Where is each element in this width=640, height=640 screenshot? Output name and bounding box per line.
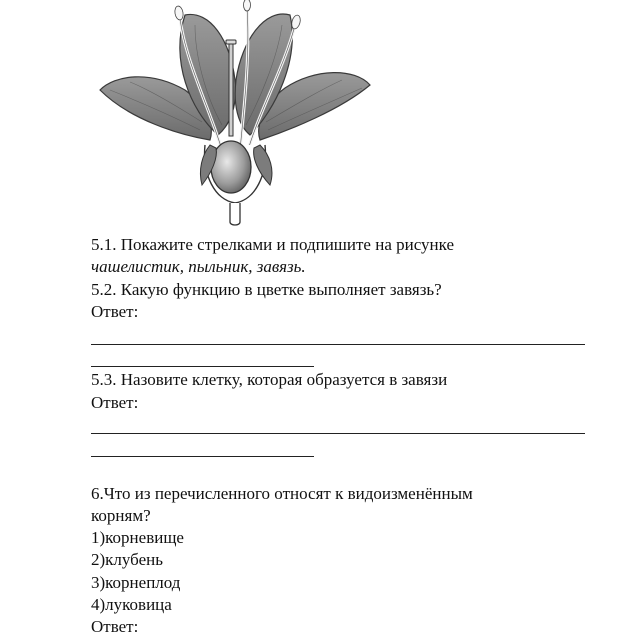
q5-2-answer-line-2[interactable] [91,366,314,367]
q5-2-question: 5.2. Какую функцию в цветке выполняет завязь? [91,280,442,299]
flower-stalk [230,203,240,225]
q6-question-cont: корням? [91,506,151,525]
q6-question: 6.Что из перечисленного относят к видоизменённым [91,484,473,503]
q6-option-4: 4)луковица [91,595,172,614]
q6-option-1: 1)корневище [91,528,184,547]
q5-3-question: 5.3. Назовите клетку, которая образуется в завязи [91,370,448,389]
q5-1-terms: чашелистик, пыльник, завязь. [91,257,306,276]
ovary [211,141,251,193]
q5-2-answer-label: Ответ: [91,302,139,321]
q5-2-answer-line[interactable] [91,344,585,345]
q6-option-3: 3)корнеплод [91,573,181,592]
q5-3-answer-label: Ответ: [91,393,139,412]
flower-diagram [90,0,380,228]
q5-3-answer-line-2[interactable] [91,456,314,457]
q6-option-2: 2)клубень [91,550,164,569]
q6-answer-label: Ответ: [91,617,139,636]
q5-3-answer-line[interactable] [91,433,585,434]
q5-1-text: 5.1. Покажите стрелками и подпишите на рисунке [91,235,455,254]
